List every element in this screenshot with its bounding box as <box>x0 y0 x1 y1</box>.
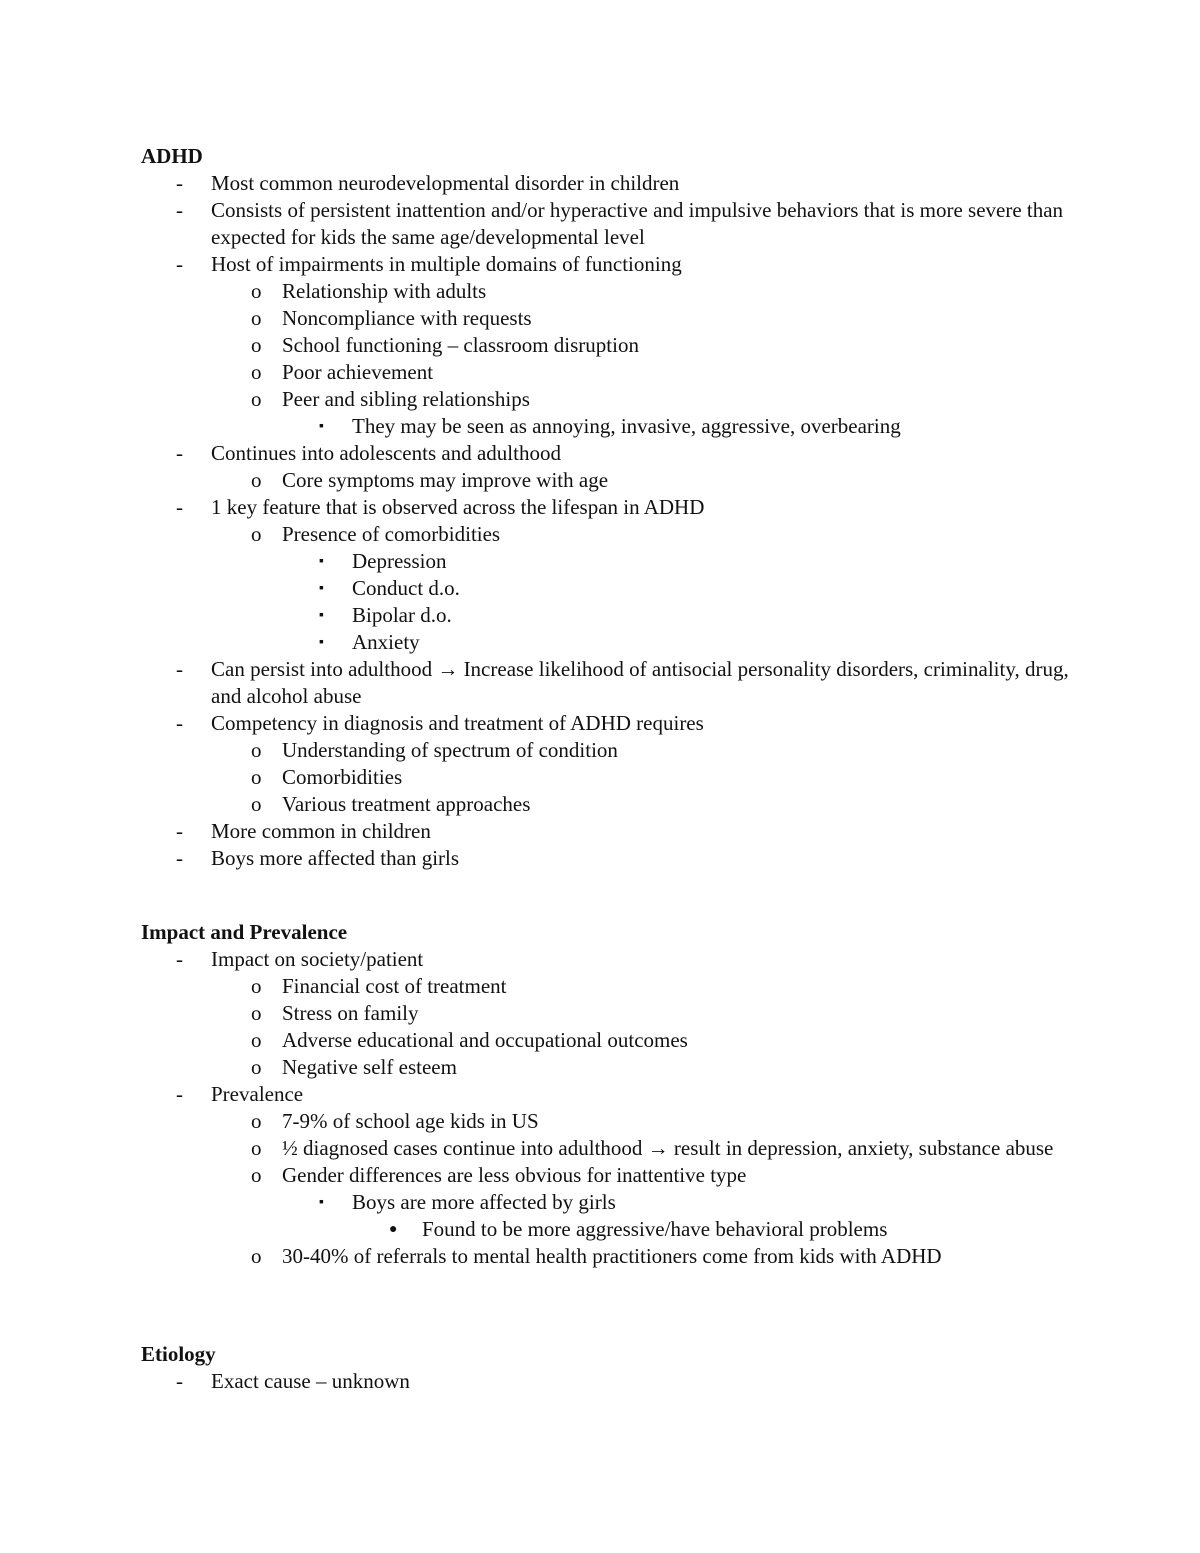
list-item-text: 30-40% of referrals to mental health practitioners come from kids with ADHD <box>282 1244 942 1268</box>
bullet-marker: - <box>176 495 183 519</box>
bullet-marker: ▪ <box>319 635 324 650</box>
bullet-marker: o <box>251 974 262 998</box>
list-item-level-3 <box>141 629 1081 656</box>
list-item-text: Continues into adolescents and adulthood <box>211 441 561 465</box>
bullet-marker: o <box>251 279 262 303</box>
list-item-text: Comorbidities <box>282 765 403 789</box>
list-item-level-2 <box>141 1054 1081 1081</box>
list-item-text: They may be seen as annoying, invasive, aggressive, overbearing <box>352 414 901 438</box>
bullet-marker: o <box>251 522 262 546</box>
list-item-level-2 <box>141 467 1081 494</box>
list-item-text: Poor achievement <box>282 360 434 384</box>
bullet-marker: ▪ <box>319 608 324 623</box>
list-item-text: Understanding of spectrum of condition <box>282 738 618 762</box>
list-item-text: Negative self esteem <box>282 1055 457 1079</box>
bullet-marker: o <box>251 765 262 789</box>
list-item-level-1 <box>141 710 1081 737</box>
list-item-level-2 <box>141 1000 1081 1027</box>
list-item-level-2 <box>141 386 1081 413</box>
list-item-level-3 <box>141 602 1081 629</box>
list-item-text: Depression <box>352 549 447 573</box>
bullet-marker: o <box>251 333 262 357</box>
bullet-marker: o <box>251 738 262 762</box>
list-item-text: Consists of persistent inattention and/or hyperactive and impulsive behaviors that is more severe than expected for kids the same age/developmental level <box>211 198 1064 249</box>
list-item-level-1 <box>141 656 1081 710</box>
list-item-level-4 <box>141 1216 1081 1243</box>
list-item-level-2 <box>141 1027 1081 1054</box>
list-item-level-2 <box>141 1135 1081 1162</box>
list-item-text: Core symptoms may improve with age <box>282 468 609 492</box>
bullet-marker: ▪ <box>319 554 324 569</box>
section-heading: ADHD <box>141 144 203 168</box>
list-item-level-2 <box>141 332 1081 359</box>
bullet-marker: o <box>251 387 262 411</box>
list-item-text: 1 key feature that is observed across the lifespan in ADHD <box>211 495 705 519</box>
bullet-marker: - <box>176 441 183 465</box>
list-item-text: Exact cause – unknown <box>211 1369 410 1393</box>
list-item-text: Noncompliance with requests <box>282 306 532 330</box>
list-item-text: Adverse educational and occupational outcomes <box>282 1028 688 1052</box>
list-item-text: Competency in diagnosis and treatment of ADHD requires <box>211 711 704 735</box>
bullet-marker: ▪ <box>319 1195 324 1210</box>
list-item-text: Various treatment approaches <box>282 792 531 816</box>
list-item-text: Anxiety <box>352 630 420 654</box>
bullet-marker: - <box>176 1082 183 1106</box>
list-item-level-2 <box>141 791 1081 818</box>
list-item-level-2 <box>141 359 1081 386</box>
list-item-level-3 <box>141 548 1081 575</box>
bullet-marker: o <box>251 1136 262 1160</box>
list-item-text: Found to be more aggressive/have behavioral problems <box>422 1217 888 1241</box>
list-item-level-3 <box>141 1189 1081 1216</box>
list-item-text: Boys more affected than girls <box>211 846 460 870</box>
bullet-marker: - <box>176 846 183 870</box>
list-item-level-2 <box>141 737 1081 764</box>
section-etiology <box>141 1341 1081 1395</box>
bullet-marker: o <box>251 306 262 330</box>
bullet-marker: o <box>251 468 262 492</box>
list-item-level-1 <box>141 946 1081 973</box>
list-item-text: Host of impairments in multiple domains of functioning <box>211 252 682 276</box>
bullet-marker: o <box>251 1055 262 1079</box>
list-item-level-3 <box>141 575 1081 602</box>
bullet-marker: - <box>176 711 183 735</box>
list-item-text: Most common neurodevelopmental disorder in children <box>211 171 680 195</box>
list-item-level-2 <box>141 973 1081 1000</box>
section-heading: Etiology <box>141 1342 216 1366</box>
list-item-level-1 <box>141 251 1081 278</box>
list-item-level-2 <box>141 521 1081 548</box>
list-item-level-1 <box>141 170 1081 197</box>
bullet-marker: o <box>251 1109 262 1133</box>
list-item-level-1 <box>141 440 1081 467</box>
list-item-text: Gender differences are less obvious for inattentive type <box>282 1163 747 1187</box>
list-item-text: Conduct d.o. <box>352 576 460 600</box>
list-item-text: Relationship with adults <box>282 279 487 303</box>
bullet-marker: - <box>176 171 183 195</box>
list-item-text: Bipolar d.o. <box>352 603 452 627</box>
list-item-level-1 <box>141 1368 1081 1395</box>
list-item-text: Financial cost of treatment <box>282 974 507 998</box>
list-item-text: Stress on family <box>282 1001 419 1025</box>
bullet-marker: - <box>176 252 183 276</box>
list-item-level-2 <box>141 1108 1081 1135</box>
list-item-text: School functioning – classroom disruption <box>282 333 639 357</box>
list-item-text: Boys are more affected by girls <box>352 1190 616 1214</box>
section-impact-and-prevalence <box>141 919 1081 1270</box>
list-item-level-2 <box>141 764 1081 791</box>
list-item-level-1 <box>141 818 1081 845</box>
bullet-marker: o <box>251 360 262 384</box>
list-item-text: ½ diagnosed cases continue into adulthood → result in depression, anxiety, substance abuse <box>282 1136 1054 1160</box>
list-item-text: Peer and sibling relationships <box>282 387 530 411</box>
bullet-marker: o <box>251 1163 262 1187</box>
bullet-marker: - <box>176 198 183 222</box>
list-item-level-3 <box>141 413 1081 440</box>
list-item-level-2 <box>141 1243 1081 1270</box>
bullet-marker: ▪ <box>319 581 324 596</box>
bullet-marker: - <box>176 1369 183 1393</box>
bullet-marker: - <box>176 947 183 971</box>
bullet-marker: o <box>251 1001 262 1025</box>
list-item-level-2 <box>141 305 1081 332</box>
list-item-level-1 <box>141 1081 1081 1108</box>
list-item-level-2 <box>141 278 1081 305</box>
bullet-marker: ▪ <box>319 419 324 434</box>
section-adhd <box>141 143 1081 872</box>
list-item-level-2 <box>141 1162 1081 1189</box>
list-item-level-1 <box>141 197 1081 251</box>
list-item-level-1 <box>141 494 1081 521</box>
section-heading: Impact and Prevalence <box>141 920 348 944</box>
list-item-level-1 <box>141 845 1081 872</box>
bullet-marker: - <box>176 819 183 843</box>
bullet-marker: ● <box>389 1222 398 1237</box>
list-item-text: Prevalence <box>211 1082 304 1106</box>
list-item-text: Impact on society/patient <box>211 947 424 971</box>
list-item-text: Can persist into adulthood → Increase likelihood of antisocial personality disorders, criminality, drug, and alcohol abuse <box>211 657 1069 708</box>
list-item-text: More common in children <box>211 819 431 843</box>
list-item-text: Presence of comorbidities <box>282 522 501 546</box>
list-item-text: 7-9% of school age kids in US <box>282 1109 539 1133</box>
bullet-marker: - <box>176 657 183 681</box>
bullet-marker: o <box>251 1028 262 1052</box>
bullet-marker: o <box>251 792 262 816</box>
bullet-marker: o <box>251 1244 262 1268</box>
